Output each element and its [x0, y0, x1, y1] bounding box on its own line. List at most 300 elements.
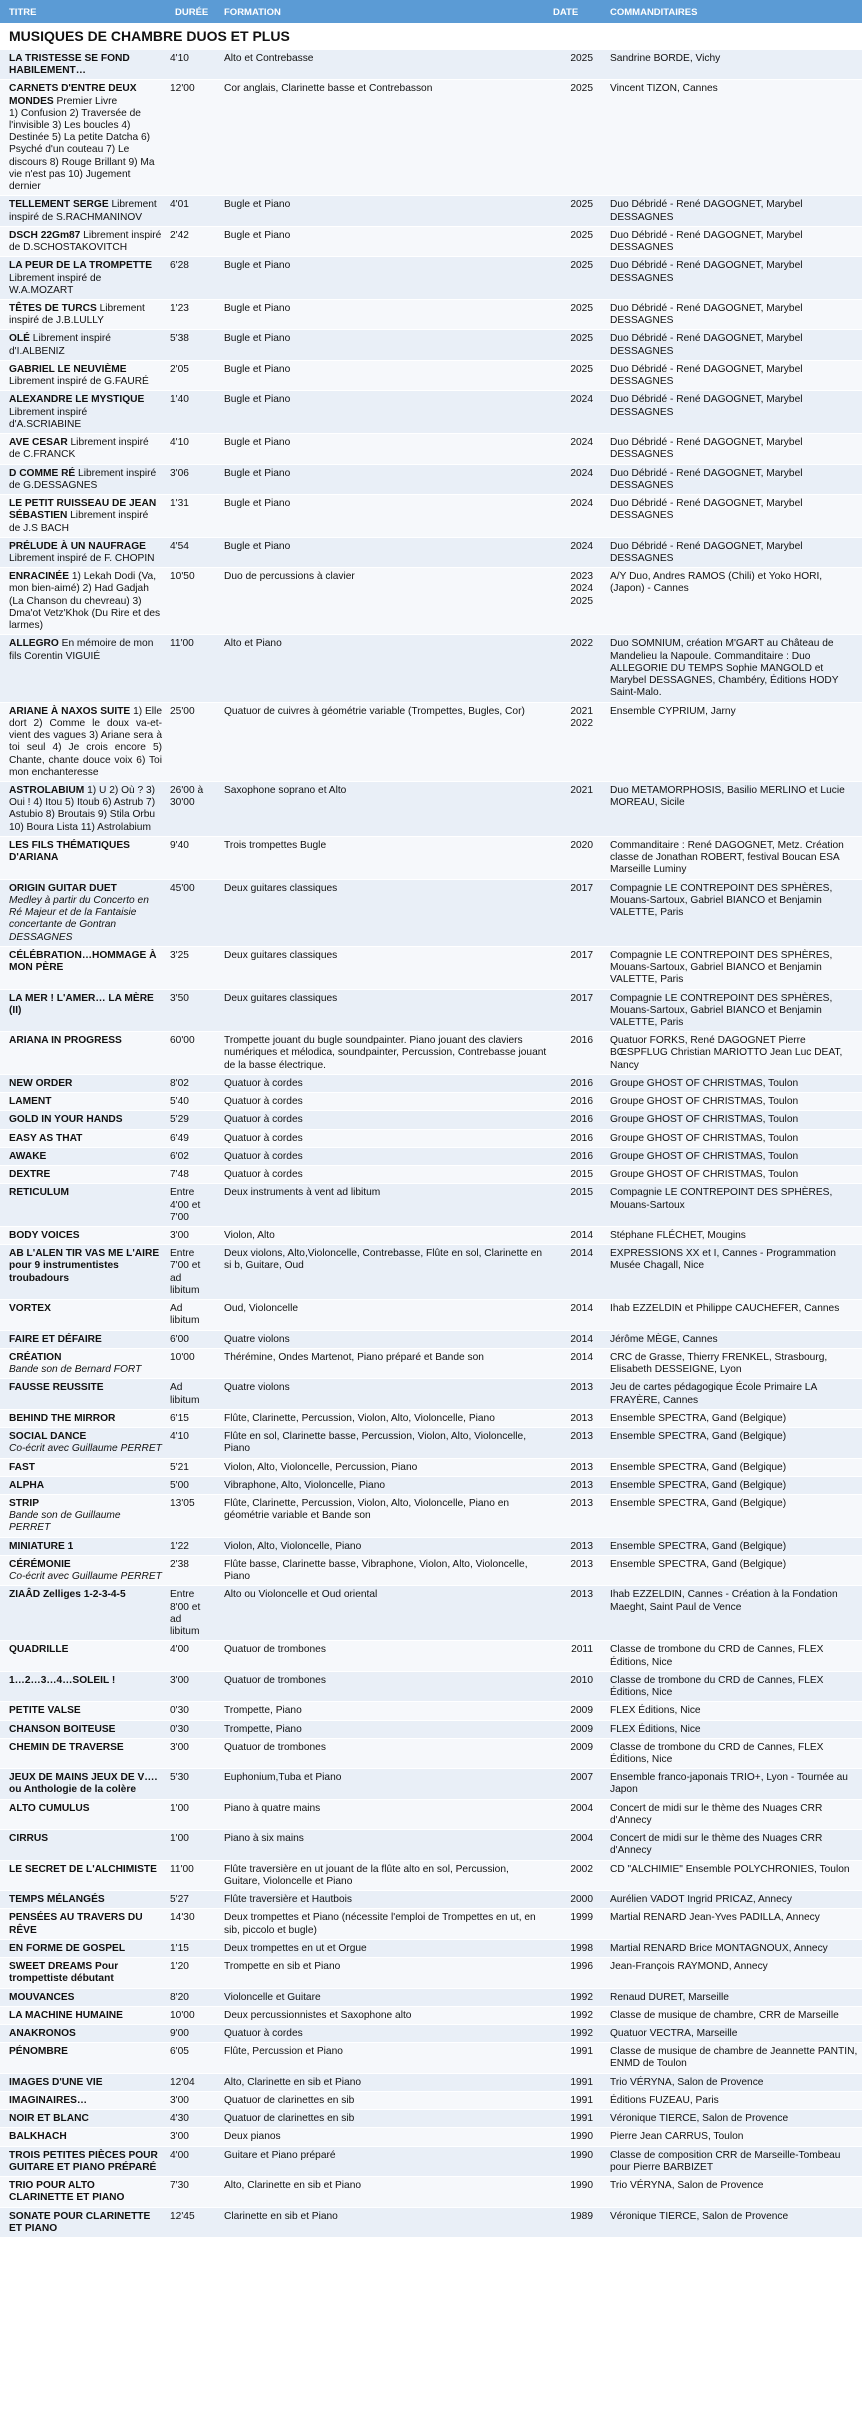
duration-cell: 6'28: [166, 257, 215, 300]
work-title: IMAGINAIRES…: [9, 2094, 88, 2106]
work-title: 1…2…3…4…SOLEIL !: [9, 1674, 116, 1686]
work-title-cell: [0, 946, 166, 989]
date-cell: 2014: [551, 1330, 601, 1348]
date-cell: 1992: [551, 1988, 601, 2006]
work-title: EN FORME DE GOSPEL: [9, 1942, 126, 1954]
date-cell: 1991: [551, 2043, 601, 2073]
duration-cell: 13'05: [166, 1495, 215, 1538]
date-cell: 2016: [551, 1093, 601, 1111]
formation-cell: Bugle et Piano: [215, 196, 551, 226]
commissioners-cell: CRC de Grasse, Thierry FRENKEL, Strasbourg, Elisabeth DESSEIGNE, Lyon: [601, 1348, 862, 1378]
commissioners-cell: Duo Débridé - René DAGOGNET, Marybel DESSAGNES: [601, 434, 862, 464]
table-row: [0, 1641, 862, 1671]
table-row: [0, 196, 862, 226]
table-row: [0, 1245, 862, 1300]
work-title: DEXTRE: [9, 1169, 51, 1181]
duration-cell: 8'02: [166, 1074, 215, 1092]
formation-cell: Flûte, Clarinette, Percussion, Violon, Alto, Violoncelle, Piano: [215, 1409, 551, 1427]
work-title-cell: [0, 257, 166, 300]
date-cell: 2013: [551, 1495, 601, 1538]
table-row: [0, 1184, 862, 1227]
commissioners-cell: Concert de midi sur le thème des Nuages CRR d'Annecy: [601, 1799, 862, 1829]
duration-cell: 1'40: [166, 391, 215, 434]
formation-cell: Quatre violons: [215, 1379, 551, 1409]
formation-cell: Flûte, Percussion et Piano: [215, 2043, 551, 2073]
date-cell: 2009: [551, 1720, 601, 1738]
table-row: [0, 702, 862, 781]
commissioners-cell: Compagnie LE CONTREPOINT DES SPHÈRES, Mouans-Sartoux, Gabriel BIANCO et Benjamin VALETTE, Paris: [601, 946, 862, 989]
table-row: [0, 836, 862, 879]
table-row: [0, 2043, 862, 2073]
commissioners-cell: Ensemble SPECTRA, Gand (Belgique): [601, 1409, 862, 1427]
work-title: CÉLÉBRATION…HOMMAGE À MON PÈRE: [9, 949, 157, 974]
work-title-cell: [0, 434, 166, 464]
commissioners-cell: Commanditaire : René DAGOGNET, Metz. Création classe de Jonathan ROBERT, festival Boucan ESA Marseille Luminy: [601, 836, 862, 879]
table-row: [0, 2110, 862, 2128]
work-subtitle: En mémoire de mon fils Corentin VIGUIÉ: [9, 638, 154, 662]
work-title: ASTROLABIUM: [9, 784, 85, 796]
commissioners-cell: Duo Débridé - René DAGOGNET, Marybel DESSAGNES: [601, 537, 862, 567]
formation-cell: Alto et Contrebasse: [215, 49, 551, 79]
date-cell: 2013: [551, 1476, 601, 1494]
date-cell: 2009: [551, 1738, 601, 1768]
work-title: SWEET DREAMS Pour trompettiste débutant: [9, 1961, 119, 1985]
table-row: [0, 391, 862, 434]
work-title: D COMME RÉ: [9, 467, 76, 479]
duration-cell: 10'00: [166, 1348, 215, 1378]
work-title-cell: [0, 1428, 166, 1458]
date-cell: 2022: [551, 635, 601, 702]
table-row: [0, 1032, 862, 1075]
work-title-cell: [0, 1409, 166, 1427]
date-cell: 2013: [551, 1409, 601, 1427]
commissioners-cell: Sandrine BORDE, Vichy: [601, 49, 862, 79]
table-header: [0, 0, 862, 23]
duration-cell: Entre 4'00 et 7'00: [166, 1184, 215, 1227]
work-subtitle: Librement inspiré de W.A.MOZART: [9, 272, 102, 296]
duration-cell: 3'50: [166, 989, 215, 1032]
work-title-cell: [0, 1147, 166, 1165]
work-title-cell: [0, 1074, 166, 1092]
work-title: PENSÉES AU TRAVERS DU RÊVE: [9, 1912, 143, 1936]
commissioners-cell: Compagnie LE CONTREPOINT DES SPHÈRES, Mouans-Sartoux, Gabriel BIANCO et Benjamin VALETTE, Paris: [601, 989, 862, 1032]
formation-cell: Quatuor de clarinettes en sib: [215, 2091, 551, 2109]
commissioners-cell: Classe de musique de chambre de Jeannette PANTIN, ENMD de Toulon: [601, 2043, 862, 2073]
commissioners-cell: Quatuor VECTRA, Marseille: [601, 2024, 862, 2042]
formation-cell: Quatuor de clarinettes en sib: [215, 2110, 551, 2128]
commissioners-cell: Jérôme MÈGE, Cannes: [601, 1330, 862, 1348]
work-title-cell: [0, 1495, 166, 1538]
work-title: LES FILS THÉMATIQUES D'ARIANA: [9, 839, 130, 864]
work-subtitle: Librement inspiré de J.S BACH: [9, 510, 149, 534]
work-title-cell: [0, 1702, 166, 1720]
formation-cell: Piano à six mains: [215, 1830, 551, 1860]
formation-cell: Trompette, Piano: [215, 1720, 551, 1738]
date-cell: 1989: [551, 2207, 601, 2237]
work-title: CÉRÉMONIE: [9, 1558, 71, 1570]
work-title: TELLEMENT SERGE: [9, 199, 109, 211]
formation-cell: Quatre violons: [215, 1330, 551, 1348]
table-row: [0, 1093, 862, 1111]
work-title: ARIANE À NAXOS SUITE: [9, 705, 131, 717]
work-title: MOUVANCES: [9, 1991, 75, 2003]
commissioners-cell: Ensemble SPECTRA, Gand (Belgique): [601, 1495, 862, 1538]
table-row: [0, 1537, 862, 1555]
formation-cell: Violon, Alto: [215, 1227, 551, 1245]
work-title-cell: [0, 226, 166, 256]
table-row: [0, 1330, 862, 1348]
duration-cell: 4'01: [166, 196, 215, 226]
work-title-cell: [0, 2128, 166, 2146]
formation-cell: Trompette en sib et Piano: [215, 1958, 551, 1988]
date-cell: 2024: [551, 495, 601, 538]
work-title-cell: [0, 702, 166, 781]
work-title-cell: [0, 1300, 166, 1330]
commissioners-cell: Duo Débridé - René DAGOGNET, Marybel DESSAGNES: [601, 464, 862, 494]
table-row: [0, 879, 862, 946]
commissioners-cell: Duo METAMORPHOSIS, Basilio MERLINO et Lucie MOREAU, Sicile: [601, 781, 862, 836]
table-row: [0, 1227, 862, 1245]
date-cell: 1992: [551, 2024, 601, 2042]
work-title: JEUX DE MAINS JEUX DE V…. ou Anthologie de la colère: [9, 1772, 158, 1796]
date-cell: 2013: [551, 1555, 601, 1585]
work-title-cell: [0, 1799, 166, 1829]
work-note: Bande son de Bernard FORT: [9, 1364, 142, 1376]
date-cell: 2002: [551, 1860, 601, 1890]
formation-cell: Deux percussionnistes et Saxophone alto: [215, 2006, 551, 2024]
table-row: [0, 49, 862, 79]
work-title: TRIO POUR ALTO CLARINETTE ET PIANO: [9, 2180, 125, 2204]
work-title: BALKHACH: [9, 2131, 67, 2143]
work-subtitle: Librement inspiré d'A.SCRIABINE: [9, 406, 88, 430]
work-title-cell: [0, 2146, 166, 2176]
date-cell: 1991: [551, 2073, 601, 2091]
work-title-cell: [0, 1184, 166, 1227]
work-title-cell: [0, 2177, 166, 2207]
date-cell: 2017: [551, 946, 601, 989]
commissioners-cell: Éditions FUZEAU, Paris: [601, 2091, 862, 2109]
formation-cell: Bugle et Piano: [215, 257, 551, 300]
date-cell: 2009: [551, 1702, 601, 1720]
work-title: PRÉLUDE À UN NAUFRAGE: [9, 540, 146, 552]
commissioners-cell: Classe de trombone du CRD de Cannes, FLEX Éditions, Nice: [601, 1641, 862, 1671]
duration-cell: 8'20: [166, 1988, 215, 2006]
work-title-cell: [0, 1860, 166, 1890]
work-title: FAIRE ET DÉFAIRE: [9, 1333, 102, 1345]
duration-cell: 1'00: [166, 1830, 215, 1860]
date-cell: 2007: [551, 1769, 601, 1799]
duration-cell: 5'38: [166, 330, 215, 360]
duration-cell: 1'23: [166, 300, 215, 330]
work-subtitle: Librement inspiré d'I.ALBENIZ: [9, 333, 111, 357]
work-subtitle: Librement inspiré de S.RACHMANINOV: [9, 199, 157, 223]
work-title: AB L'ALEN TIR VAS ME L'AIRE pour 9 instrumentistes troubadours: [9, 1248, 160, 1284]
date-cell: 1998: [551, 1939, 601, 1957]
work-title: LE SECRET DE L'ALCHIMISTE: [9, 1863, 157, 1875]
duration-cell: 4'54: [166, 537, 215, 567]
work-title-cell: [0, 1720, 166, 1738]
work-title-cell: [0, 1555, 166, 1585]
work-title-cell: [0, 1738, 166, 1768]
date-cell: 2014: [551, 1348, 601, 1378]
work-title: DSCH 22Gm87: [9, 229, 81, 241]
table-row: [0, 781, 862, 836]
commissioners-cell: Martial RENARD Brice MONTAGNOUX, Annecy: [601, 1939, 862, 1957]
work-title: BODY VOICES: [9, 1230, 80, 1242]
table-body: [0, 23, 862, 2238]
work-title-cell: [0, 1939, 166, 1957]
duration-cell: 1'22: [166, 1537, 215, 1555]
duration-cell: 1'20: [166, 1958, 215, 1988]
table-row: [0, 2128, 862, 2146]
commissioners-cell: Classe de musique de chambre, CRR de Marseille: [601, 2006, 862, 2024]
date-cell: 2013: [551, 1428, 601, 1458]
duration-cell: 25'00: [166, 702, 215, 781]
work-subtitle: 1) U 2) Où ? 3) Oui ! 4) Itou 5) Itoub 6) Astrub 7) Astubio 8) Broutais 9) Stila Orbu 10) Boura Lista 11) Astrolabium: [9, 784, 156, 833]
date-cell: 2013: [551, 1379, 601, 1409]
commissioners-cell: Duo Débridé - René DAGOGNET, Marybel DESSAGNES: [601, 196, 862, 226]
duration-cell: 3'00: [166, 2128, 215, 2146]
commissioners-cell: EXPRESSIONS XX et I, Cannes - Programmation Musée Chagall, Nice: [601, 1245, 862, 1300]
date-cell: 2015: [551, 1166, 601, 1184]
date-cell: 2023 2024 2025: [551, 568, 601, 635]
formation-cell: Quatuor de cuivres à géométrie variable (Trompettes, Bugles, Cor): [215, 702, 551, 781]
date-cell: 1996: [551, 1958, 601, 1988]
table-row: [0, 330, 862, 360]
duration-cell: 3'00: [166, 2091, 215, 2109]
date-cell: 2013: [551, 1458, 601, 1476]
date-cell: 2020: [551, 836, 601, 879]
work-title-cell: [0, 1245, 166, 1300]
date-cell: 1990: [551, 2177, 601, 2207]
table-row: [0, 1988, 862, 2006]
date-cell: 2004: [551, 1799, 601, 1829]
formation-cell: Alto, Clarinette en sib et Piano: [215, 2177, 551, 2207]
commissioners-cell: Duo Débridé - René DAGOGNET, Marybel DESSAGNES: [601, 330, 862, 360]
table-row: [0, 1409, 862, 1427]
table-row: [0, 1129, 862, 1147]
commissioners-cell: Ensemble SPECTRA, Gand (Belgique): [601, 1476, 862, 1494]
duration-cell: 3'06: [166, 464, 215, 494]
duration-cell: 6'05: [166, 2043, 215, 2073]
commissioners-cell: Duo Débridé - René DAGOGNET, Marybel DESSAGNES: [601, 226, 862, 256]
duration-cell: 5'00: [166, 1476, 215, 1494]
commissioners-cell: Concert de midi sur le thème des Nuages CRR d'Annecy: [601, 1830, 862, 1860]
commissioners-cell: Renaud DURET, Marseille: [601, 1988, 862, 2006]
work-title: NOIR ET BLANC: [9, 2113, 89, 2125]
table-row: [0, 946, 862, 989]
table-row: [0, 1458, 862, 1476]
work-title: BEHIND THE MIRROR: [9, 1412, 116, 1424]
formation-cell: Guitare et Piano préparé: [215, 2146, 551, 2176]
work-title-cell: [0, 537, 166, 567]
date-cell: 2014: [551, 1300, 601, 1330]
duration-cell: 5'30: [166, 1769, 215, 1799]
date-cell: 2024: [551, 537, 601, 567]
date-cell: 2025: [551, 360, 601, 390]
duration-cell: Entre 7'00 et ad libitum: [166, 1245, 215, 1300]
duration-cell: 9'00: [166, 2024, 215, 2042]
commissioners-cell: Ensemble CYPRIUM, Jarny: [601, 702, 862, 781]
date-cell: 1991: [551, 2091, 601, 2109]
formation-cell: Flûte, Clarinette, Percussion, Violon, Alto, Violoncelle, Piano en géométrie variable et Bande son: [215, 1495, 551, 1538]
formation-cell: Violon, Alto, Violoncelle, Percussion, Piano: [215, 1458, 551, 1476]
duration-cell: Entre 8'00 et ad libitum: [166, 1586, 215, 1641]
duration-cell: 1'00: [166, 1799, 215, 1829]
duration-cell: 7'48: [166, 1166, 215, 1184]
date-cell: 1992: [551, 2006, 601, 2024]
table-row: [0, 2146, 862, 2176]
table-row: [0, 1909, 862, 1939]
formation-cell: Thérémine, Ondes Martenot, Piano préparé et Bande son: [215, 1348, 551, 1378]
commissioners-cell: Duo Débridé - René DAGOGNET, Marybel DESSAGNES: [601, 360, 862, 390]
formation-cell: Quatuor à cordes: [215, 1129, 551, 1147]
formation-cell: Saxophone soprano et Alto: [215, 781, 551, 836]
formation-cell: Trois trompettes Bugle: [215, 836, 551, 879]
formation-cell: Deux guitares classiques: [215, 989, 551, 1032]
duration-cell: Ad libitum: [166, 1300, 215, 1330]
work-subtitle: Librement inspiré de J.B.LULLY: [9, 303, 145, 327]
work-title-cell: [0, 2073, 166, 2091]
work-subtitle: 1) Elle dort 2) Comme le doux va-et-vient des vagues 3) Ariane sera à toi seul 4) Je crois encore 5) Chante, chante douce voix 6) Toi mon enchanteresse: [9, 705, 162, 778]
work-title: PETITE VALSE: [9, 1705, 81, 1717]
formation-cell: Flûte traversière en ut jouant de la flûte alto en sol, Percussion, Guitare, Violoncelle et Piano: [215, 1860, 551, 1890]
date-cell: 2024: [551, 391, 601, 434]
date-cell: 2025: [551, 226, 601, 256]
work-title-cell: [0, 1227, 166, 1245]
formation-cell: Deux violons, Alto,Violoncelle, Contrebasse, Flûte en sol, Clarinette en si b, Guitare, Oud: [215, 1245, 551, 1300]
table-row: [0, 1495, 862, 1538]
work-title: AWAKE: [9, 1150, 47, 1162]
formation-cell: Deux guitares classiques: [215, 879, 551, 946]
table-row: [0, 1860, 862, 1890]
duration-cell: 4'00: [166, 2146, 215, 2176]
table-row: [0, 1939, 862, 1957]
formation-cell: Bugle et Piano: [215, 434, 551, 464]
table-row: [0, 464, 862, 494]
duration-cell: 4'00: [166, 1641, 215, 1671]
formation-cell: Clarinette en sib et Piano: [215, 2207, 551, 2237]
work-title-cell: [0, 1769, 166, 1799]
table-row: [0, 226, 862, 256]
table-row: [0, 434, 862, 464]
work-title: ALLEGRO: [9, 638, 59, 650]
work-title-cell: [0, 2043, 166, 2073]
table-row: [0, 1720, 862, 1738]
work-title: TEMPS MÉLANGÉS: [9, 1894, 105, 1906]
work-title: LA MER ! L'AMER… LA MÈRE (II): [9, 992, 154, 1016]
table-row: [0, 1428, 862, 1458]
table-row: [0, 1586, 862, 1641]
formation-cell: Bugle et Piano: [215, 330, 551, 360]
duration-cell: 6'15: [166, 1409, 215, 1427]
header-title: TITRE: [0, 0, 166, 23]
work-subtitle: Librement inspiré de F. CHOPIN: [9, 553, 155, 564]
work-title: VORTEX: [9, 1303, 51, 1315]
duration-cell: 3'00: [166, 1671, 215, 1701]
work-title: EASY AS THAT: [9, 1132, 83, 1144]
table-row: [0, 1738, 862, 1768]
work-note: Medley à partir du Concerto en Ré Majeur et de la Fantaisie concertante de Gontran DESSAGNES: [9, 894, 149, 943]
commissioners-cell: Ensemble SPECTRA, Gand (Belgique): [601, 1458, 862, 1476]
date-cell: 2016: [551, 1147, 601, 1165]
work-title-cell: [0, 80, 166, 196]
work-title-cell: [0, 360, 166, 390]
date-cell: 2010: [551, 1671, 601, 1701]
duration-cell: 5'27: [166, 1891, 215, 1909]
date-cell: 2025: [551, 80, 601, 196]
duration-cell: 4'10: [166, 1428, 215, 1458]
formation-cell: Deux trompettes et Piano (nécessite l'emploi de Trompettes en ut, en sib, piccolo et bugle): [215, 1909, 551, 1939]
work-title: CIRRUS: [9, 1833, 49, 1845]
commissioners-cell: Jeu de cartes pédagogique École Primaire LA FRAYÈRE, Cannes: [601, 1379, 862, 1409]
duration-cell: Ad libitum: [166, 1379, 215, 1409]
work-title-cell: [0, 1032, 166, 1075]
commissioners-cell: Martial RENARD Jean-Yves PADILLA, Annecy: [601, 1909, 862, 1939]
work-title: LE PETIT RUISSEAU DE JEAN SÉBASTIEN: [9, 498, 157, 522]
duration-cell: 10'00: [166, 2006, 215, 2024]
header-formation: FORMATION: [215, 0, 551, 23]
duration-cell: 3'25: [166, 946, 215, 989]
formation-cell: Bugle et Piano: [215, 360, 551, 390]
table-row: [0, 1348, 862, 1378]
commissioners-cell: Vincent TIZON, Cannes: [601, 80, 862, 196]
date-cell: 2021 2022: [551, 702, 601, 781]
work-title-cell: [0, 391, 166, 434]
work-title-cell: [0, 879, 166, 946]
work-title: NEW ORDER: [9, 1077, 73, 1089]
work-title-cell: [0, 989, 166, 1032]
duration-cell: 12'00: [166, 80, 215, 196]
date-cell: 1990: [551, 2146, 601, 2176]
formation-cell: Trompette jouant du bugle soundpainter. Piano jouant des claviers numériques et mélodica, soundpainter, Percussion, Contrebasse jouant de la basse électrique.: [215, 1032, 551, 1075]
commissioners-cell: Duo Débridé - René DAGOGNET, Marybel DESSAGNES: [601, 495, 862, 538]
header-date: DATE: [551, 0, 601, 23]
work-title: ARIANA IN PROGRESS: [9, 1035, 122, 1047]
formation-cell: Alto ou Violoncelle et Oud oriental: [215, 1586, 551, 1641]
section-row: [0, 23, 862, 49]
work-title-cell: [0, 1476, 166, 1494]
commissioners-cell: Aurélien VADOT Ingrid PRICAZ, Annecy: [601, 1891, 862, 1909]
work-title-cell: [0, 635, 166, 702]
work-title-cell: [0, 2110, 166, 2128]
duration-cell: 14'30: [166, 1909, 215, 1939]
date-cell: 2004: [551, 1830, 601, 1860]
duration-cell: 11'00: [166, 1860, 215, 1890]
formation-cell: Quatuor à cordes: [215, 1111, 551, 1129]
date-cell: 2021: [551, 781, 601, 836]
work-note: Co-écrit avec Guillaume PERRET: [9, 1571, 162, 1583]
formation-cell: Violoncelle et Guitare: [215, 1988, 551, 2006]
date-cell: 2014: [551, 1227, 601, 1245]
date-cell: 2015: [551, 1184, 601, 1227]
header-duration: DURÉE: [166, 0, 215, 23]
date-cell: 2025: [551, 196, 601, 226]
work-title-cell: [0, 464, 166, 494]
duration-cell: 4'10: [166, 434, 215, 464]
commissioners-cell: Duo Débridé - René DAGOGNET, Marybel DESSAGNES: [601, 391, 862, 434]
work-title-cell: [0, 1379, 166, 1409]
commissioners-cell: Véronique TIERCE, Salon de Provence: [601, 2110, 862, 2128]
commissioners-cell: Stéphane FLÉCHET, Mougins: [601, 1227, 862, 1245]
table-row: [0, 1671, 862, 1701]
duration-cell: 2'42: [166, 226, 215, 256]
work-title: ANAKRONOS: [9, 2027, 76, 2039]
commissioners-cell: Compagnie LE CONTREPOINT DES SPHÈRES, Mouans-Sartoux: [601, 1184, 862, 1227]
date-cell: 2025: [551, 330, 601, 360]
table-row: [0, 1702, 862, 1720]
work-title-cell: [0, 495, 166, 538]
